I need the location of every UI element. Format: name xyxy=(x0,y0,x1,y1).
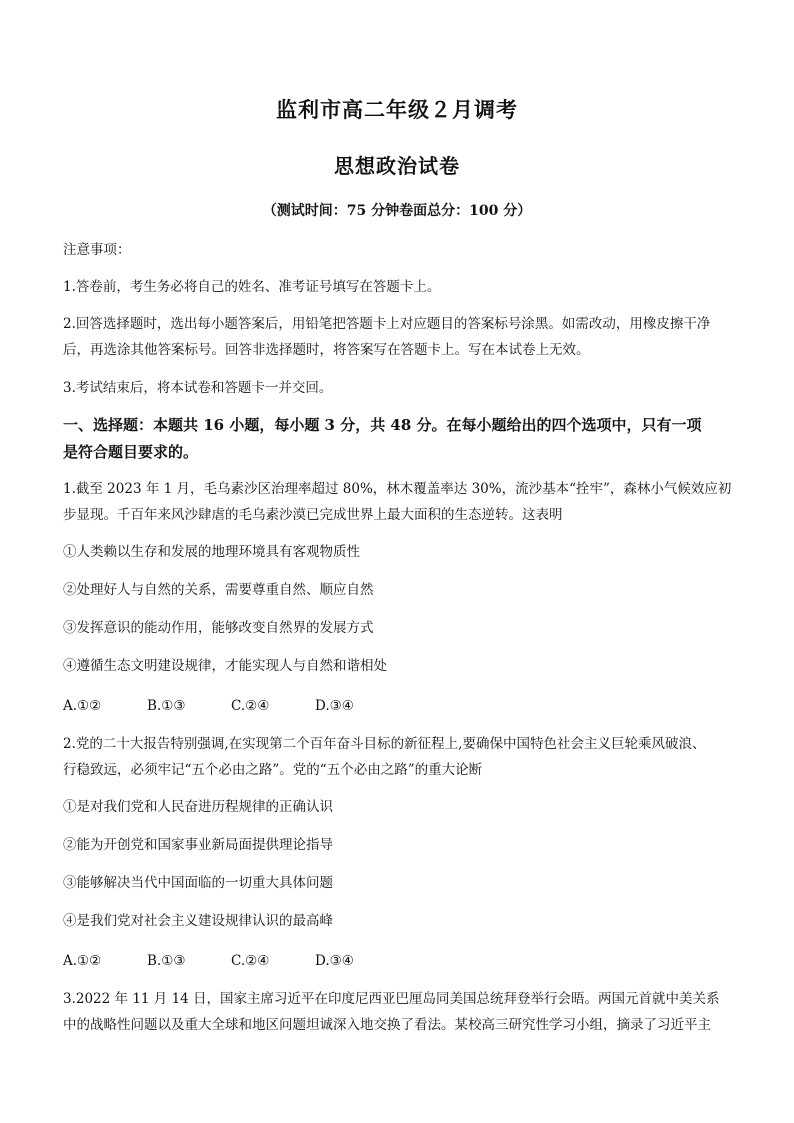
q2-option-d: D.③④ xyxy=(315,953,354,969)
q1-option-d: D.③④ xyxy=(315,698,354,714)
q3-stem-line-1: 3.2022 年 11 月 14 日，国家主席习近平在印度尼西亚巴厘岛同美国总统拜登举行会晤。两国元首就中美关系 xyxy=(63,991,720,1007)
q1-option-b: B.①③ xyxy=(147,698,186,714)
section-heading-line-2: 是符合题目要求的。 xyxy=(63,443,199,461)
q1-stem-line-2: 步显现。千百年来风沙肆虐的毛乌素沙漠已完成世界上最大面积的生态逆转。这表明 xyxy=(63,507,563,523)
section-heading-line-1: 一、选择题：本题共 16 小题，每小题 3 分，共 48 分。在每小题给出的四个选项中，只有一项 xyxy=(63,416,702,434)
q2-option-a: A.①② xyxy=(63,953,102,969)
q1-statement-3: ③发挥意识的能动作用，能够改变自然界的发展方式 xyxy=(63,620,374,636)
q2-statement-3: ③能够解决当代中国面临的一切重大具体问题 xyxy=(63,875,333,891)
q2-statement-2: ②能为开创党和国家事业新局面提供理论指导 xyxy=(63,837,333,853)
q1-options xyxy=(63,696,399,716)
notice-heading: 注意事项： xyxy=(63,242,131,258)
q2-stem-line-1: 2.党的二十大报告特别强调,在实现第二个百年奋斗目标的新征程上,要确保中国特色社会主义巨轮乘风破浪、 xyxy=(63,736,706,752)
exam-subtitle: 思想政治试卷 xyxy=(334,154,460,178)
notice-item-3: 3.考试结束后，将本试卷和答题卡一并交回。 xyxy=(63,380,333,396)
q2-statement-4: ④是我们党对社会主义建设规律认识的最高峰 xyxy=(63,913,333,929)
notice-item-2-line-1: 2.回答选择题时，选出每小题答案后，用铅笔把答题卡上对应题目的答案标号涂黑。如需改动，用橡皮擦干净 xyxy=(63,316,711,332)
q2-statement-1: ①是对我们党和人民奋进历程规律的正确认识 xyxy=(63,799,333,815)
q1-stem-line-1: 1.截至 2023 年 1 月，毛乌素沙区治理率超过 80%，林木覆盖率达 30%，流沙基本“拴牢”，森林小气候效应初 xyxy=(63,481,732,497)
q1-statement-1: ①人类赖以生存和发展的地理环境具有客观物质性 xyxy=(63,544,360,560)
q1-option-a: A.①② xyxy=(63,698,102,714)
q1-option-c: C.②④ xyxy=(231,698,270,714)
q1-statement-4: ④遵循生态文明建设规律，才能实现人与自然和谐相处 xyxy=(63,658,387,674)
q1-statement-2: ②处理好人与自然的关系，需要尊重自然、顺应自然 xyxy=(63,582,374,598)
q2-stem-line-2: 行稳致远，必须牢记“五个必由之路”。党的“五个必由之路”的重大论断 xyxy=(63,762,483,778)
notice-item-1: 1.答卷前，考生务必将自己的姓名、准考证号填写在答题卡上。 xyxy=(63,279,441,295)
q2-option-c: C.②④ xyxy=(231,953,270,969)
exam-title: 监利市高二年级２月调考 xyxy=(276,97,518,122)
notice-item-2-line-2: 后，再选涂其他答案标号。回答非选择题时，将答案写在答题卡上。写在本试卷上无效。 xyxy=(63,342,590,358)
q2-option-b: B.①③ xyxy=(147,953,186,969)
time-info: （测试时间：75 分钟卷面总分：100 分） xyxy=(262,203,532,219)
q2-options xyxy=(63,951,399,971)
q3-stem-line-2: 中的战略性问题以及重大全球和地区问题坦诚深入地交换了看法。某校高三研究性学习小组，摘录了习近平主 xyxy=(63,1017,711,1033)
